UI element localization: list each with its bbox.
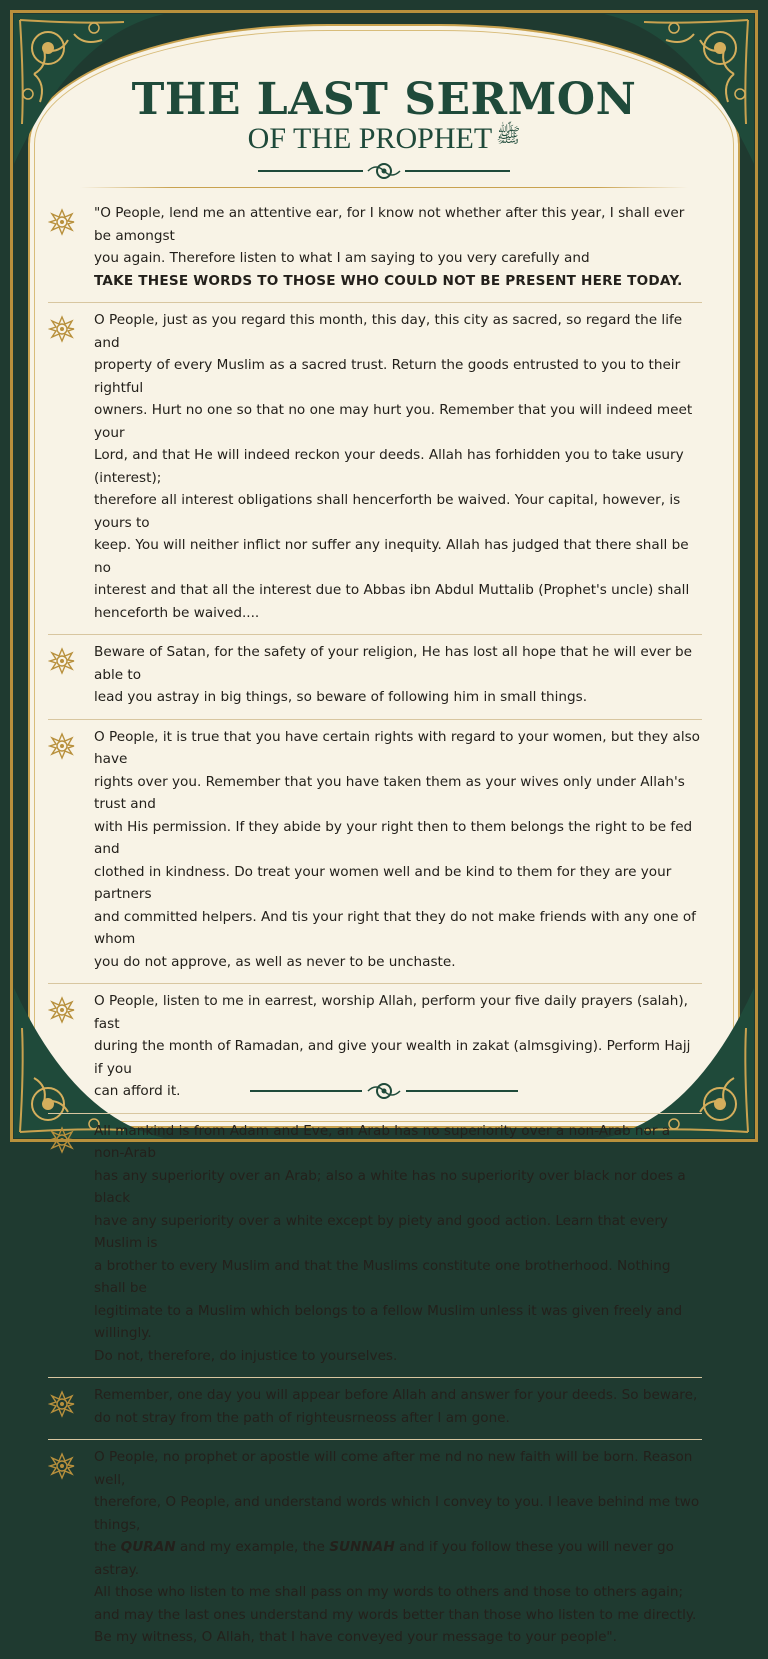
paragraph-text: O People, just as you regard this month, this day, this city as sacred, so regard the life and property of every Muslim as a sacred trust. Return the goods entrusted to you to their rightful owners. Hurt no one so that no one may hurt you. Remember that you will indeed meet your Lord, and that He will indeed reckon your deeds. Allah has forhidden you to take usury (interest); therefore all interest obligations shall hencerforth be waived. Your capital, however, is yours to keep. You will neither inflict nor suffer any inequity. Allah has judged that there shall be no interest and that all the interest due to Abbas ibn Abdul Muttalib (Prophet's uncle) shall henceforth be waived.... <box>94 309 702 624</box>
paragraph-text: O People, it is true that you have certain rights with regard to your women, but they also have rights over you. Remember that you have taken them as your wives only under Allah's trust and with His permission. If they abide by your right then to them belongs the right to be fed and clothed in kindness. Do treat your women well and be kind to them for they are your partners and committed helpers. And tis your right that they do not make friends with any one of whom you do not approve, as well as never to be unchaste. <box>94 726 702 974</box>
rosette-icon <box>48 1390 76 1418</box>
paragraph-8 <box>48 1440 702 1659</box>
paragraph-6 <box>48 1114 702 1379</box>
paragraph-text: Beware of Satan, for the safety of your religion, He has lost all hope that he will ever be able to lead you astray in big things, so beware of following him in small things. <box>94 641 702 709</box>
subtitle-text: OF THE PROPHET <box>248 122 492 155</box>
paragraph-text: "O People, lend me an attentive ear, for I know not whether after this year, I shall ever be amongst you again. Therefore listen to what I am saying to you very carefully and TAKE THESE WORDS TO THOSE WHO COULD NOT BE PRESENT HERE TODAY. <box>94 202 702 292</box>
paragraph-4 <box>48 720 702 985</box>
sunnah-emphasis: SUNNAH <box>329 1539 394 1555</box>
page-subtitle <box>0 122 768 156</box>
paragraph-text: Remember, one day you will appear before Allah and answer for your deeds. So beware, do not stray from the path of righteusrneoss after I am gone. <box>94 1384 702 1429</box>
honorific-calligraphy: ﷺ <box>496 125 520 147</box>
rosette-icon <box>48 732 76 760</box>
page-title: THE LAST SERMON <box>0 74 768 125</box>
paragraph-3 <box>48 635 702 720</box>
paragraph-7 <box>48 1378 702 1440</box>
quran-emphasis: QURAN <box>121 1539 176 1555</box>
paragraph-text: All mankind is from Adam and Eve, an Arab has no superiority over a non-Arab nor a non-Arab has any superiority over an Arab; also a white has no superiority over black nor does a black have any superiority over a white except by piety and good action. Learn that every Muslim is a brother to every Muslim and that the Muslims constitute one brotherhood. Nothing shall be legitimate to a Muslim which belongs to a fellow Muslim unless it was given freely and willingly. Do not, therefore, do injustice to yourselves. <box>94 1120 702 1368</box>
rosette-icon <box>48 1452 76 1480</box>
rosette-icon <box>48 208 76 236</box>
paragraph-emphasis: TAKE THESE WORDS TO THOSE WHO COULD NOT BE PRESENT HERE TODAY. <box>94 273 682 289</box>
header-rule <box>80 187 688 188</box>
rosette-icon <box>48 996 76 1024</box>
header-divider-ornament <box>258 160 510 182</box>
paragraph-2 <box>48 303 702 635</box>
paragraph-text: O People, no prophet or apostle will come after me nd no new faith will be born. Reason well, therefore, O People, and understand words which I convey to you. I leave behind me two things, the QURAN and my example, the SUNNAH and if you follow these you will never go astray. All those who listen to me shall pass on my words to others and those to others again; and may the last ones understand my words better than those who listen to me directly. Be my witness, O Allah, that I have conveyed your message to your people". <box>94 1446 702 1649</box>
rosette-icon <box>48 1126 76 1154</box>
paragraph-1 <box>48 196 702 303</box>
rosette-icon <box>48 315 76 343</box>
paragraph-text: O People, listen to me in earrest, worship Allah, perform your five daily prayers (salah), fast during the month of Ramadan, and give your wealth in zakat (almsgiving). Perform Hajj if you can afford it. <box>94 990 702 1103</box>
footer-divider-ornament <box>250 1080 518 1102</box>
sermon-body <box>48 196 702 1659</box>
rosette-icon <box>48 647 76 675</box>
